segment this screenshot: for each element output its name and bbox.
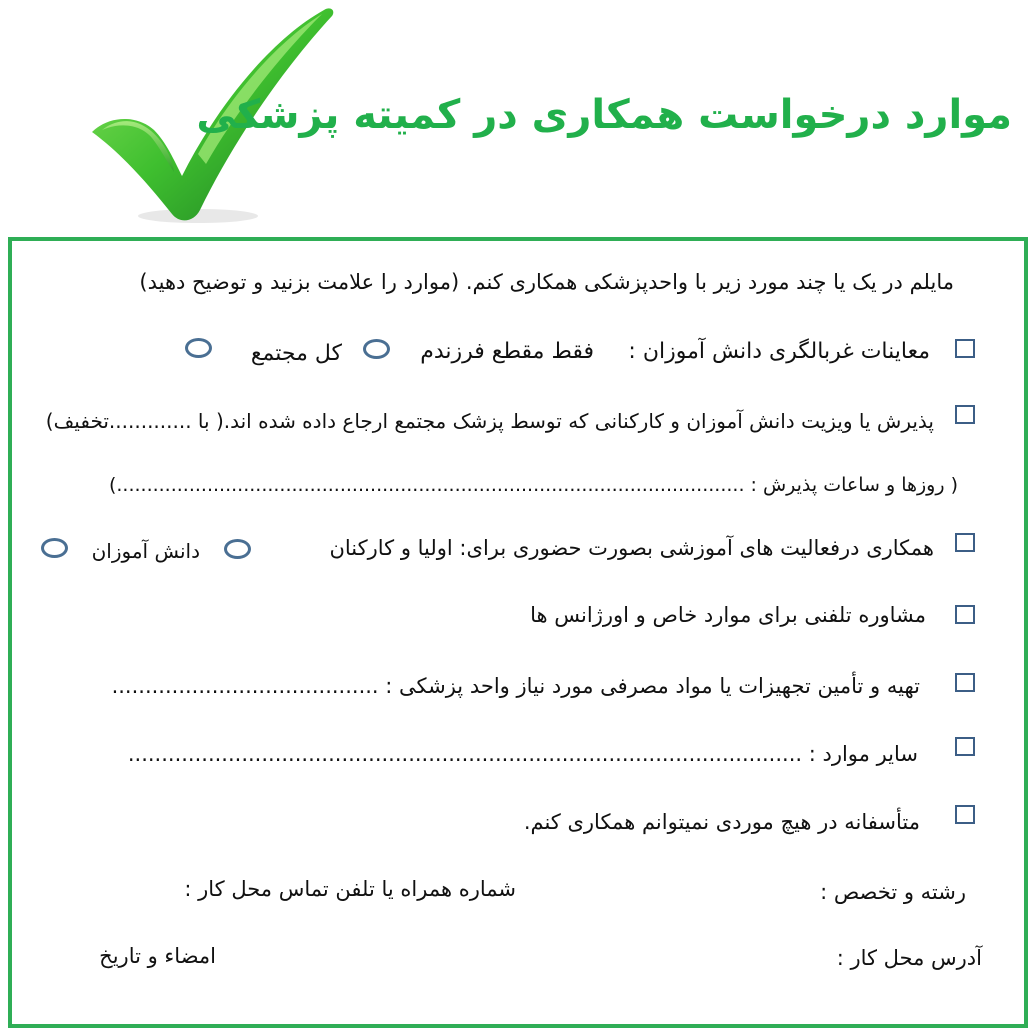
page-title: موارد درخواست همکاری در کمیته پزشکی	[196, 92, 1012, 138]
checkbox-activities[interactable]	[955, 533, 975, 552]
signature-label: امضاء و تاریخ	[99, 944, 216, 968]
checkbox-phone[interactable]	[955, 605, 975, 624]
field-label: رشته و تخصص :	[820, 880, 966, 904]
screening-label: معاینات غربالگری دانش آموزان :	[628, 339, 930, 364]
checkbox-visit[interactable]	[955, 405, 975, 424]
screening-option-all: کل مجتمع	[250, 341, 342, 366]
visit-label: پذیرش یا ویزیت دانش آموزان و کارکنانی که توسط پزشک مجتمع ارجاع داده شده اند.( با .............تخفیف)	[45, 409, 934, 433]
other-label: سایر موارد : .....................................................................................................	[127, 742, 918, 766]
visit-hours: ( روزها و ساعات پذیرش : ........................................................................................................)	[108, 474, 958, 496]
checkbox-other[interactable]	[955, 737, 975, 756]
address-label: آدرس محل کار :	[836, 946, 982, 970]
intro-text: مایلم در یک یا چند مورد زیر با واحدپزشکی همکاری کنم. (موارد را علامت بزنید و توضیح دهید)	[139, 270, 954, 294]
checkbox-none[interactable]	[955, 805, 975, 824]
radio-students[interactable]	[41, 538, 68, 558]
checkbox-screening[interactable]	[955, 339, 975, 358]
phone-label: مشاوره تلفنی برای موارد خاص و اورژانس ها	[530, 603, 926, 627]
none-label: متأسفانه در هیچ موردی نمیتوانم همکاری کنم.	[523, 810, 920, 834]
radio-grade-only[interactable]	[363, 339, 390, 359]
radio-whole-complex[interactable]	[185, 338, 212, 358]
supplies-label: تهیه و تأمین تجهیزات یا مواد مصرفی مورد نیاز واحد پزشکی : ........................................	[111, 674, 920, 698]
activities-option-students: دانش آموزان	[91, 539, 200, 563]
screening-option-grade: فقط مقطع فرزندم	[420, 339, 594, 364]
checkbox-supplies[interactable]	[955, 673, 975, 692]
radio-parents-staff[interactable]	[224, 539, 251, 559]
activities-label: همکاری درفعالیت های آموزشی بصورت حضوری برای: اولیا و کارکنان	[329, 536, 934, 560]
contact-label: شماره همراه یا تلفن تماس محل کار :	[184, 877, 516, 901]
